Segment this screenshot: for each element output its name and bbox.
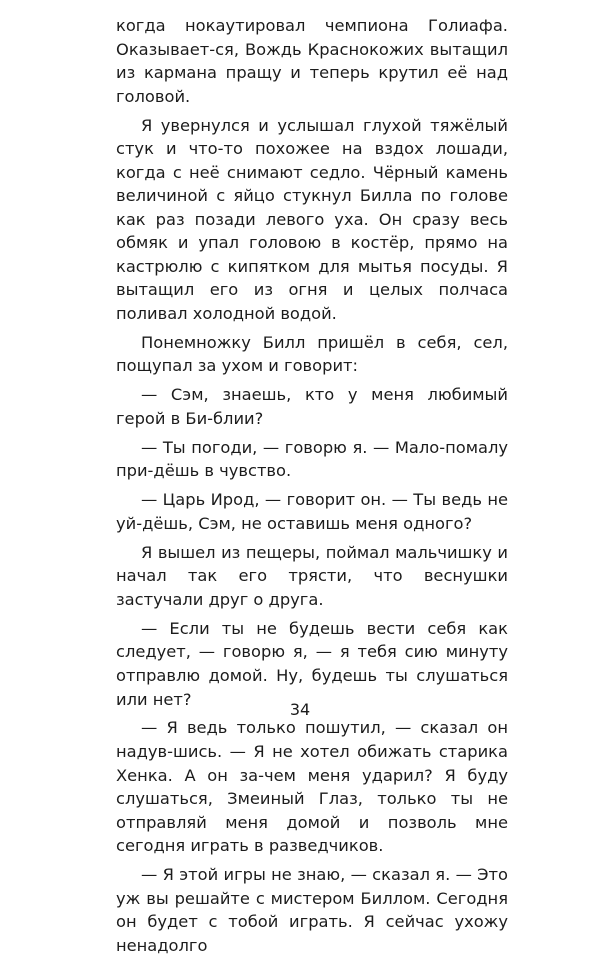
- paragraph: Я увернулся и услышал глухой тяжёлый стук и что-то похожее на вздох лошади, когда с неё снимают седло. Чёрный камень величиной с яйцо стукнул Билла по голове как раз позади левого уха. Он сразу весь обмяк и упал головою в костёр, прямо на кастрюлю с кипятком для мытья посуды. Я вытащил его из огня и целых полчаса поливал холодной водой.: [116, 115, 508, 323]
- paragraph: — Если ты не будешь вести себя как следует, — говорю я, — я тебя сию минуту отправлю домой. Ну, будешь ты слушаться или нет?: [116, 618, 508, 709]
- page-text: [116, 14, 508, 963]
- paragraph: когда нокаутировал чемпиона Голиафа. Оказывает-ся, Вождь Краснокожих вытащил из кармана пращу и теперь крутил её над головой.: [116, 16, 508, 106]
- paragraph: — Сэм, знаешь, кто у меня любимый герой в Би-блии?: [116, 385, 508, 428]
- page-number: 34: [289, 700, 311, 719]
- paragraph: — Я этой игры не знаю, — сказал я. — Это уж вы решайте с мистером Биллом. Сегодня он будет с тобой играть. Я сейчас ухожу ненадолго: [116, 865, 508, 955]
- paragraph: — Царь Ирод, — говорит он. — Ты ведь не уй-дёшь, Сэм, не оставишь меня одного?: [116, 490, 508, 533]
- paragraph: Понемножку Билл пришёл в себя, сел, пощупал за ухом и говорит:: [116, 332, 508, 376]
- paragraph: Я вышел из пещеры, поймал мальчишку и начал так его трясти, что веснушки застучали друг о друга.: [116, 542, 508, 609]
- paragraph: — Ты погоди, — говорю я. — Мало-помалу при-дёшь в чувство.: [116, 437, 508, 481]
- paragraph: — Я ведь только пошутил, — сказал он надув-шись. — Я не хотел обижать старика Хенка. А он за-чем меня ударил? Я буду слушаться, Змеиный Глаз, только ты не отправляй меня домой и позволь мне сегодня играть в разведчиков.: [116, 718, 508, 856]
